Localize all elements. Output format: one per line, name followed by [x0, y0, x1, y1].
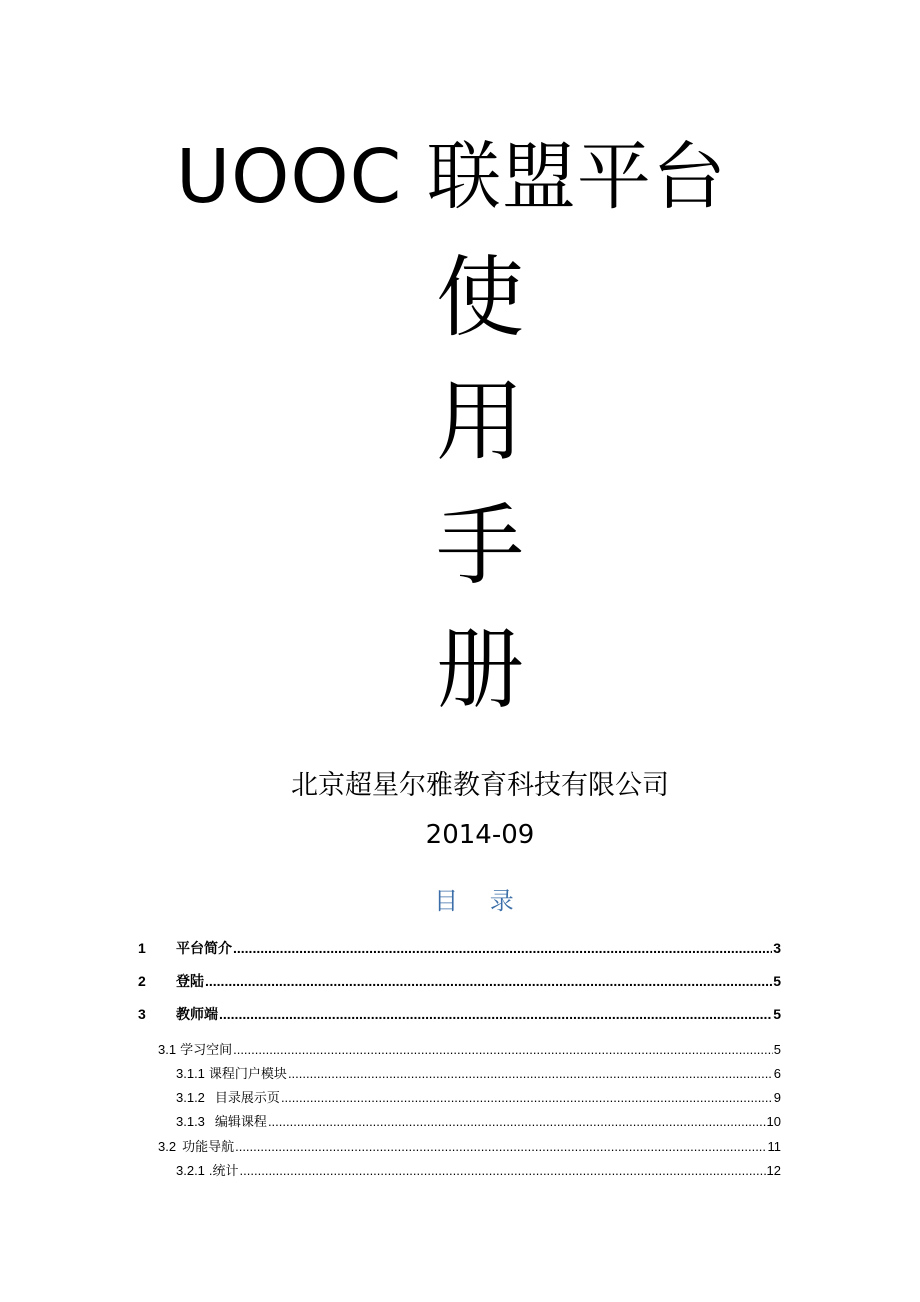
toc-leader-dots	[235, 1139, 766, 1154]
cover-title-char-3: 手	[435, 494, 524, 597]
toc-entry-page: 11	[767, 1139, 781, 1154]
toc-entry-label: 平台简介	[176, 940, 232, 956]
toc-entry-number: 3.2	[158, 1139, 177, 1154]
company-name: 北京超星尔雅教育科技有限公司	[291, 770, 669, 801]
toc-entry[interactable]	[176, 1160, 781, 1179]
toc-title: 目 录	[434, 887, 526, 915]
toc-entry-label: 教师端	[176, 1006, 218, 1022]
toc-leader-dots	[219, 1006, 772, 1022]
toc-entry-page: 6	[773, 1066, 781, 1081]
toc-leader-dots	[268, 1114, 766, 1129]
toc-entry[interactable]	[138, 1004, 781, 1024]
toc-leader-dots	[281, 1090, 773, 1105]
toc-entry-label: 编辑课程	[214, 1114, 267, 1129]
toc-entry-number: 1	[138, 940, 146, 956]
toc-entry-page: 12	[766, 1163, 781, 1178]
toc-entry[interactable]	[138, 971, 781, 991]
toc-entry-number: 2	[138, 973, 146, 989]
toc-entry-page: 3	[773, 940, 781, 956]
toc-entry[interactable]	[176, 1063, 781, 1082]
publish-date: 2014-09	[425, 820, 535, 850]
toc-entry[interactable]	[176, 1111, 781, 1130]
toc-leader-dots	[240, 1163, 766, 1178]
toc-entry-page: 10	[766, 1114, 781, 1129]
toc-entry[interactable]	[176, 1087, 781, 1106]
toc-entry-label: 目录展示页	[214, 1090, 280, 1105]
cover-title-line: UOOC 联盟平台	[176, 134, 727, 220]
toc-leader-dots	[205, 973, 772, 989]
toc-leader-dots	[233, 1042, 773, 1057]
toc-entry-label: .统计	[208, 1163, 239, 1178]
cover-title-char-1: 使	[435, 246, 524, 349]
toc-entry-number: 3	[138, 1006, 146, 1022]
toc-entry-page: 5	[773, 1042, 781, 1057]
cover-title-char-2: 用	[435, 370, 524, 473]
toc-entry-label: 学习空间	[180, 1042, 233, 1057]
toc-entry[interactable]	[138, 938, 781, 958]
toc-entry-number: 3.1	[158, 1042, 177, 1057]
toc-entry-number: 3.1.1	[176, 1066, 205, 1081]
toc-entry-page: 9	[773, 1090, 781, 1105]
toc-leader-dots	[288, 1066, 773, 1081]
toc-entry-page: 5	[773, 973, 781, 989]
toc-entry-number: 3.2.1	[176, 1163, 205, 1178]
toc-entry-page: 5	[773, 1006, 781, 1022]
toc-entry-label: 功能导航	[182, 1139, 235, 1154]
toc-entry-label: 课程门户模块	[208, 1066, 287, 1081]
toc-entry-number: 3.1.3	[176, 1114, 205, 1129]
toc-entry-label: 登陆	[176, 973, 204, 989]
toc-entry-number: 3.1.2	[176, 1090, 205, 1105]
toc-entry[interactable]	[158, 1039, 781, 1058]
cover-title-char-4: 册	[435, 618, 524, 721]
toc-leader-dots	[233, 940, 772, 956]
toc-entry[interactable]	[158, 1136, 781, 1155]
